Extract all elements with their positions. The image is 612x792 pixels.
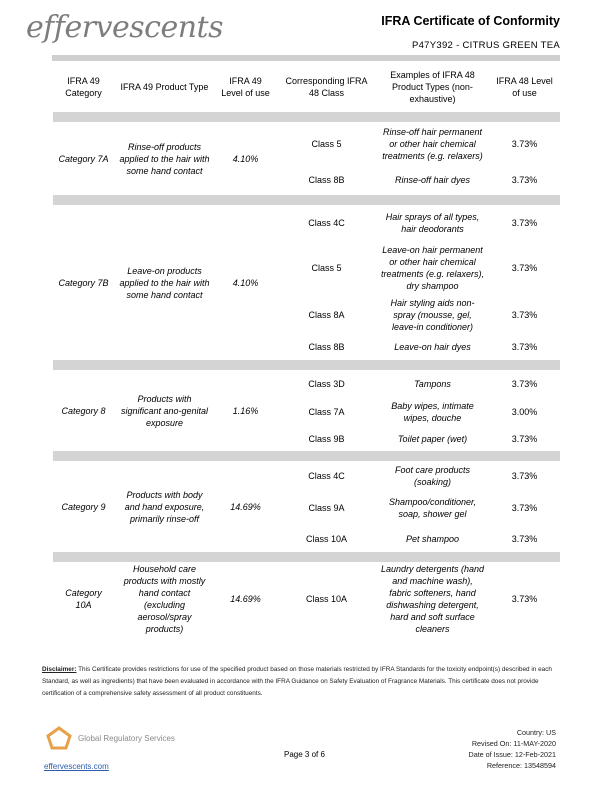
meta-revised: Revised On: 11-MAY-2020 xyxy=(471,739,556,748)
class-cell: Class 5 xyxy=(277,123,377,165)
category-cell: Category 9 xyxy=(53,462,115,552)
level48-cell: 3.73% xyxy=(489,206,561,240)
certificate-title: IFRA Certificate of Conformity xyxy=(381,14,560,28)
level48-cell: 3.00% xyxy=(489,397,561,427)
separator-band xyxy=(53,451,561,462)
product-type-cell: Leave-on products applied to the hair with some hand contact xyxy=(115,206,215,360)
separator-band xyxy=(53,552,561,563)
meta-reference: Reference: 13548594 xyxy=(486,761,556,770)
header-ifra49-level: IFRA 49 Level of use xyxy=(215,62,277,112)
level48-cell: 3.73% xyxy=(489,371,561,397)
ifra-table xyxy=(52,61,561,636)
examples-cell: Baby wipes, intimate wipes, douche xyxy=(377,397,489,427)
separator-band xyxy=(53,360,561,371)
company-name: Global Regulatory Services xyxy=(78,733,175,743)
separator-band xyxy=(53,112,561,123)
pentagon-logo-icon xyxy=(46,726,72,750)
class-cell: Class 7A xyxy=(277,397,377,427)
product-type-cell: Products with significant ano-genital exposure xyxy=(115,371,215,451)
meta-issue-date: Date of Issue: 12-Feb-2021 xyxy=(468,750,556,759)
separator-band xyxy=(53,195,561,206)
class-cell: Class 8B xyxy=(277,334,377,360)
disclaimer-text: This Certificate provides restrictions for use of the specified product based on those materials restricted by IFRA Standards for the toxicity endpoint(s) described in each Standard, as well as ingredients) that have been evaluated in accordance with the IFRA Guidance on Safety Evaluation of Fragrance Materials. This certificate does not provide certification of a comprehensive safety assessment of all product constituents. xyxy=(42,666,552,697)
level48-cell: 3.73% xyxy=(489,296,561,334)
level48-cell: 3.73% xyxy=(489,490,561,526)
examples-cell: Pet shampoo xyxy=(377,526,489,552)
product-type-cell: Rinse-off products applied to the hair with some hand contact xyxy=(115,123,215,195)
header-ifra49-product-type: IFRA 49 Product Type xyxy=(115,62,215,112)
category-cell: Category 7B xyxy=(53,206,115,360)
header-ifra48-class: Corresponding IFRA 48 Class xyxy=(277,62,377,112)
grs-logo xyxy=(46,726,175,750)
header-ifra48-examples: Examples of IFRA 48 Product Types (non-exhaustive) xyxy=(377,62,489,112)
examples-cell: Shampoo/conditioner, soap, shower gel xyxy=(377,490,489,526)
product-type-cell: Household care products with mostly hand contact (excluding aerosol/spray products) xyxy=(115,563,215,636)
class-cell: Class 4C xyxy=(277,462,377,490)
effervescents-logo: effervescents xyxy=(26,10,223,45)
examples-cell: Toilet paper (wet) xyxy=(377,427,489,451)
table-header-row xyxy=(53,62,561,112)
examples-cell: Foot care products (soaking) xyxy=(377,462,489,490)
examples-cell: Leave-on hair permanent or other hair chemical treatments (e.g. relaxers), dry shampoo xyxy=(377,240,489,296)
class-cell: Class 10A xyxy=(277,526,377,552)
page-number: Page 3 of 6 xyxy=(284,750,325,759)
disclaimer-label: Disclaimer: xyxy=(42,666,77,673)
product-code: P47Y392 - CITRUS GREEN TEA xyxy=(411,40,560,51)
document-meta xyxy=(469,727,557,771)
level-cell: 14.69% xyxy=(215,563,277,636)
level48-cell: 3.73% xyxy=(489,526,561,552)
disclaimer xyxy=(42,664,562,700)
level48-cell: 3.73% xyxy=(489,165,561,195)
examples-cell: Laundry detergents (hand and machine wash), fabric softeners, hand dishwashing detergent, hard and soft surface cleaners xyxy=(377,563,489,636)
table-row xyxy=(53,206,561,240)
table-row xyxy=(53,371,561,397)
class-cell: Class 10A xyxy=(277,563,377,636)
level-cell: 4.10% xyxy=(215,123,277,195)
table-row xyxy=(53,123,561,165)
header-ifra48-level: IFRA 48 Level of use xyxy=(489,62,561,112)
examples-cell: Leave-on hair dyes xyxy=(377,334,489,360)
level48-cell: 3.73% xyxy=(489,563,561,636)
examples-cell: Hair sprays of all types, hair deodorants xyxy=(377,206,489,240)
product-type-cell: Products with body and hand exposure, primarily rinse-off xyxy=(115,462,215,552)
category-cell: Category 7A xyxy=(53,123,115,195)
category-cell: Category 8 xyxy=(53,371,115,451)
class-cell: Class 5 xyxy=(277,240,377,296)
class-cell: Class 8B xyxy=(277,165,377,195)
level48-cell: 3.73% xyxy=(489,123,561,165)
class-cell: Class 4C xyxy=(277,206,377,240)
class-cell: Class 9A xyxy=(277,490,377,526)
level-cell: 14.69% xyxy=(215,462,277,552)
level-cell: 1.16% xyxy=(215,371,277,451)
class-cell: Class 9B xyxy=(277,427,377,451)
examples-cell: Hair styling aids non-spray (mousse, gel, leave-in conditioner) xyxy=(377,296,489,334)
class-cell: Class 3D xyxy=(277,371,377,397)
website-link[interactable]: effervescents.com xyxy=(44,762,109,771)
category-cell: Category 10A xyxy=(53,563,115,636)
examples-cell: Rinse-off hair permanent or other hair chemical treatments (e.g. relaxers) xyxy=(377,123,489,165)
level48-cell: 3.73% xyxy=(489,427,561,451)
class-cell: Class 8A xyxy=(277,296,377,334)
examples-cell: Tampons xyxy=(377,371,489,397)
level48-cell: 3.73% xyxy=(489,240,561,296)
meta-country: Country: US xyxy=(516,728,556,737)
level48-cell: 3.73% xyxy=(489,462,561,490)
table-row xyxy=(53,462,561,490)
level48-cell: 3.73% xyxy=(489,334,561,360)
examples-cell: Rinse-off hair dyes xyxy=(377,165,489,195)
table-row xyxy=(53,563,561,636)
level-cell: 4.10% xyxy=(215,206,277,360)
header-ifra49-category: IFRA 49 Category xyxy=(53,62,115,112)
